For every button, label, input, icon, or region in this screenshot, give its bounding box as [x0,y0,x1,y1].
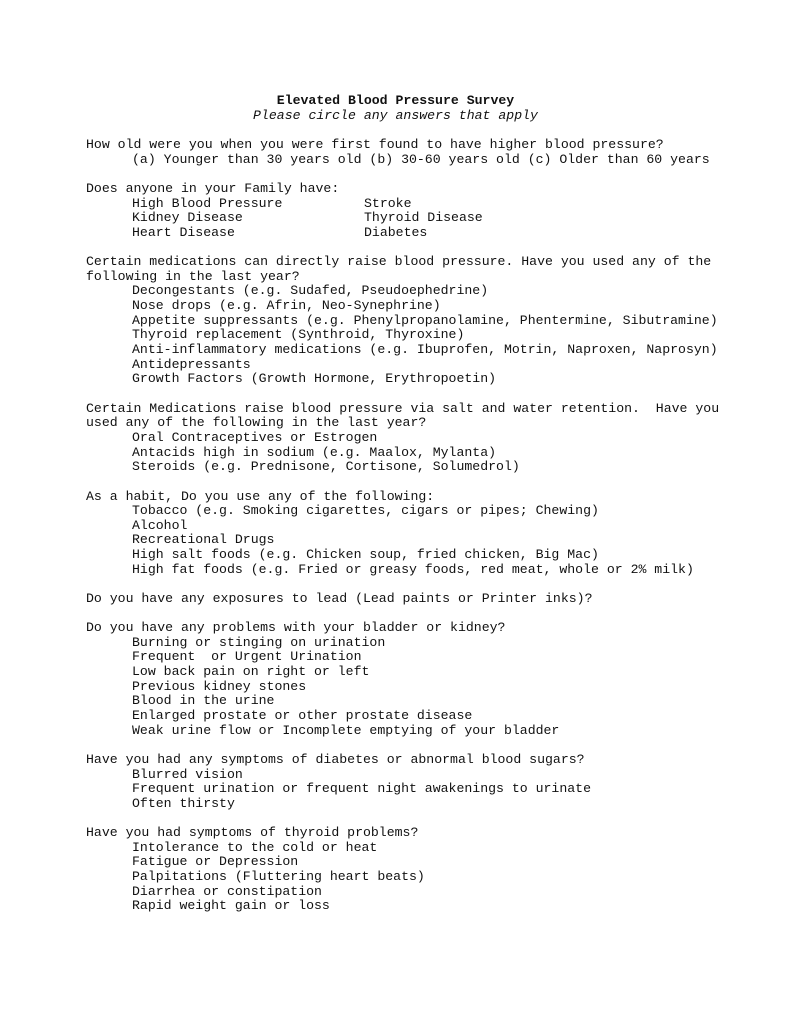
option-item[interactable]: Antacids high in sodium (e.g. Maalox, Mylanta) [132,445,497,460]
option-item[interactable]: Antidepressants [132,357,251,372]
page-title: Elevated Blood Pressure Survey [276,93,515,108]
option-item[interactable]: High fat foods (e.g. Fried or greasy foods, red meat, whole or 2% milk) [132,562,694,577]
question-meds-direct-cont: following in the last year? [86,269,300,284]
option-item[interactable]: Recreational Drugs [132,532,275,547]
age-options[interactable]: (a) Younger than 30 years old (b) 30-60 years old (c) Older than 60 years [132,152,710,167]
option-item[interactable]: Anti-inflammatory medications (e.g. Ibuprofen, Motrin, Naproxen, Naprosyn) [132,342,718,357]
option-item[interactable]: Thyroid replacement (Synthroid, Thyroxine) [132,327,465,342]
option-item[interactable]: Alcohol [132,518,188,533]
option-item[interactable]: Heart Disease [132,225,235,240]
option-item[interactable]: Palpitations (Fluttering heart beats) [132,869,425,884]
option-item[interactable]: Tobacco (e.g. Smoking cigarettes, cigars or pipes; Chewing) [132,503,599,518]
option-item[interactable]: Burning or stinging on urination [132,635,386,650]
option-item[interactable]: Fatigue or Depression [132,854,299,869]
option-item[interactable]: Blurred vision [132,767,243,782]
option-item[interactable]: Diabetes [364,225,428,240]
option-item[interactable]: Often thirsty [132,796,235,811]
option-item[interactable]: Growth Factors (Growth Hormone, Erythropoetin) [132,371,497,386]
page-subtitle: Please circle any answers that apply [253,108,538,123]
option-item[interactable]: Frequent or Urgent Urination [132,649,362,664]
option-item[interactable]: Frequent urination or frequent night awakenings to urinate [132,781,591,796]
option-item[interactable]: Decongestants (e.g. Sudafed, Pseudoephedrine) [132,283,489,298]
question-meds-retention: Certain Medications raise blood pressure via salt and water retention. Have you [86,401,720,416]
option-item[interactable]: Blood in the urine [132,693,275,708]
option-item[interactable]: Previous kidney stones [132,679,307,694]
question-habit: As a habit, Do you use any of the following: [86,489,435,504]
option-item[interactable]: Oral Contraceptives or Estrogen [132,430,378,445]
option-item[interactable]: High Blood Pressure [132,196,283,211]
option-item[interactable]: Appetite suppressants (e.g. Phenylpropanolamine, Phentermine, Sibutramine) [132,313,718,328]
option-item[interactable]: Intolerance to the cold or heat [132,840,378,855]
option-item[interactable]: Stroke [364,196,412,211]
option-item[interactable]: Rapid weight gain or loss [132,898,330,913]
question-age: How old were you when you were first found to have higher blood pressure? [86,137,664,152]
option-item[interactable]: Thyroid Disease [364,210,483,225]
option-item[interactable]: Weak urine flow or Incomplete emptying of your bladder [132,723,560,738]
question-meds-direct: Certain medications can directly raise blood pressure. Have you used any of the [86,254,712,269]
option-item[interactable]: Steroids (e.g. Prednisone, Cortisone, Solumedrol) [132,459,520,474]
option-item[interactable]: Kidney Disease [132,210,243,225]
question-meds-retention-cont: used any of the following in the last year? [86,415,427,430]
option-item[interactable]: Nose drops (e.g. Afrin, Neo-Synephrine) [132,298,441,313]
question-lead[interactable]: Do you have any exposures to lead (Lead paints or Printer inks)? [86,591,593,606]
option-item[interactable]: High salt foods (e.g. Chicken soup, fried chicken, Big Mac) [132,547,599,562]
question-family: Does anyone in your Family have: [86,181,340,196]
option-item[interactable]: Low back pain on right or left [132,664,370,679]
question-thyroid: Have you had symptoms of thyroid problems? [86,825,419,840]
question-kidney: Do you have any problems with your bladder or kidney? [86,620,506,635]
option-item[interactable]: Enlarged prostate or other prostate disease [132,708,473,723]
option-item[interactable]: Diarrhea or constipation [132,884,322,899]
question-diabetes: Have you had any symptoms of diabetes or abnormal blood sugars? [86,752,585,767]
